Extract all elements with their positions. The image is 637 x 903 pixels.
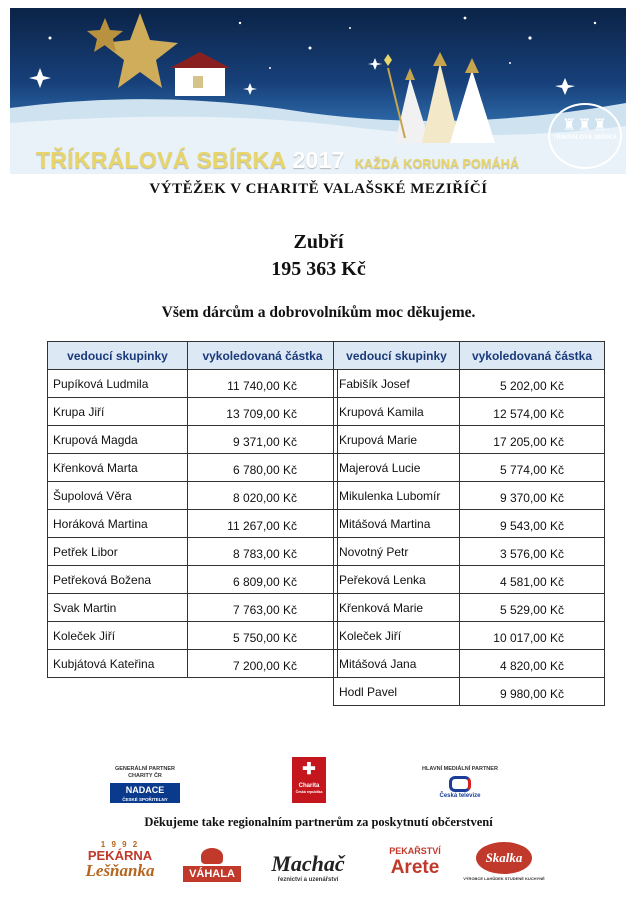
table-row (48, 622, 338, 650)
collected-amount: 12 574,00 Kč (460, 398, 605, 426)
media-partner-logo: HLAVNÍ MEDIÁLNÍ PARTNER Česká televize (422, 766, 498, 799)
ct-icon (449, 776, 471, 792)
table-row (334, 650, 605, 678)
table-row (48, 454, 338, 482)
table-row (48, 426, 338, 454)
leader-name: Fabišík Josef (334, 370, 460, 398)
vahala-logo: VÁHALA (183, 848, 241, 886)
table-row (334, 454, 605, 482)
collected-amount: 9 980,00 Kč (460, 678, 605, 706)
general-partner-logo: GENERÁLNÍ PARTNER CHARITY ČR NADACE ČESKÉ SPOŘITELNY (110, 766, 180, 803)
table-row (48, 538, 338, 566)
pekarstvi-arete-logo: PEKAŘSTVÍ Arete (389, 846, 441, 878)
leader-name: Kubjátová Kateřina (48, 650, 188, 678)
leader-name: Koleček Jiří (48, 622, 188, 650)
chef-icon (201, 848, 223, 864)
leader-name: Krupová Magda (48, 426, 188, 454)
leader-name: Krupová Kamila (334, 398, 460, 426)
table-row (334, 510, 605, 538)
collected-amount: 5 774,00 Kč (460, 454, 605, 482)
collection-table-left (47, 341, 338, 678)
table-row (334, 566, 605, 594)
table-row (334, 594, 605, 622)
trikralova-seal-logo: ♜♜♜ TŘÍKRÁLOVÁ SBÍRKA (548, 103, 622, 169)
leader-name: Křenková Marie (334, 594, 460, 622)
collected-amount: 11 740,00 Kč (188, 370, 338, 398)
collected-amount: 6 809,00 Kč (188, 566, 338, 594)
leader-name: Koleček Jiří (334, 622, 460, 650)
leader-name: Hodl Pavel (334, 678, 460, 706)
leader-name: Petřek Libor (48, 538, 188, 566)
collected-amount: 9 370,00 Kč (460, 482, 605, 510)
table-row (334, 398, 605, 426)
skalka-logo: Skalka VÝROBCE LAHŮDEK STUDENÉ KUCHYNĚ (462, 842, 546, 890)
header-amount: vykoledovaná částka (460, 342, 605, 370)
table-row (334, 482, 605, 510)
collected-amount: 7 763,00 Kč (188, 594, 338, 622)
document-heading: VÝTĚŽEK V CHARITĚ VALAŠSKÉ MEZIŘÍČÍ (149, 181, 488, 197)
collected-amount: 9 543,00 Kč (460, 510, 605, 538)
leader-name: Krupová Marie (334, 426, 460, 454)
leader-name: Majerová Lucie (334, 454, 460, 482)
collected-amount: 4 581,00 Kč (460, 566, 605, 594)
leader-name: Novotný Petr (334, 538, 460, 566)
collected-amount: 3 576,00 Kč (460, 538, 605, 566)
thanks-message: Všem dárcům a dobrovolníkům moc děkujeme. (161, 304, 476, 321)
table-row (48, 650, 338, 678)
leader-name: Mitášová Jana (334, 650, 460, 678)
table-row (48, 370, 338, 398)
collection-table-right (333, 341, 605, 706)
machac-logo: Machač řeznictví a uzenářství (271, 851, 345, 883)
leader-name: Krupa Jiří (48, 398, 188, 426)
leader-name: Horáková Martina (48, 510, 188, 538)
leader-name: Šupolová Věra (48, 482, 188, 510)
collected-amount: 6 780,00 Kč (188, 454, 338, 482)
header-leader: vedoucí skupinky (334, 342, 460, 370)
leader-name: Svak Martin (48, 594, 188, 622)
collected-amount: 5 750,00 Kč (188, 622, 338, 650)
charita-logo: ✚ Charita Česká republika (292, 757, 326, 803)
crowns-icon: ♜♜♜ (561, 117, 609, 134)
leader-name: Mikulenka Lubomír (334, 482, 460, 510)
collected-amount: 9 371,00 Kč (188, 426, 338, 454)
place-name: Zubří (293, 231, 344, 253)
collected-amount: 4 820,00 Kč (460, 650, 605, 678)
collected-amount: 5 529,00 Kč (460, 594, 605, 622)
leader-name: Pupíková Ludmila (48, 370, 188, 398)
table-row (48, 482, 338, 510)
table-row (48, 594, 338, 622)
table-row (48, 510, 338, 538)
table-row (334, 426, 605, 454)
header-amount: vykoledovaná částka (188, 342, 338, 370)
pekarna-lesnanka-logo: 1 9 9 2 PEKÁRNA Lešňanka (85, 840, 155, 880)
table-row (334, 370, 605, 398)
regional-thanks: Děkujeme take regionalním partnerům za poskytnutí občerstvení (144, 815, 493, 829)
table-row (48, 566, 338, 594)
collected-amount: 8 783,00 Kč (188, 538, 338, 566)
collected-amount: 13 709,00 Kč (188, 398, 338, 426)
collected-amount: 8 020,00 Kč (188, 482, 338, 510)
table-row (334, 622, 605, 650)
nadace-badge: NADACE (110, 783, 180, 797)
leader-name: Křenková Marta (48, 454, 188, 482)
table-row (334, 538, 605, 566)
banner-title: TŘÍKRÁLOVÁ SBÍRKA 2017 KAŽDÁ KORUNA POMÁHÁ (36, 147, 520, 173)
table-row (334, 678, 605, 706)
table-row (48, 398, 338, 426)
collected-amount: 7 200,00 Kč (188, 650, 338, 678)
collected-amount: 17 205,00 Kč (460, 426, 605, 454)
cross-icon: ✚ (302, 761, 316, 778)
leader-name: Peřeková Lenka (334, 566, 460, 594)
header-leader: vedoucí skupinky (48, 342, 188, 370)
collected-amount: 11 267,00 Kč (188, 510, 338, 538)
leader-name: Mitášová Martina (334, 510, 460, 538)
header-banner (10, 8, 626, 174)
leader-name: Petřeková Božena (48, 566, 188, 594)
collected-amount: 5 202,00 Kč (460, 370, 605, 398)
collected-amount: 10 017,00 Kč (460, 622, 605, 650)
total-amount: 195 363 Kč (271, 258, 366, 280)
